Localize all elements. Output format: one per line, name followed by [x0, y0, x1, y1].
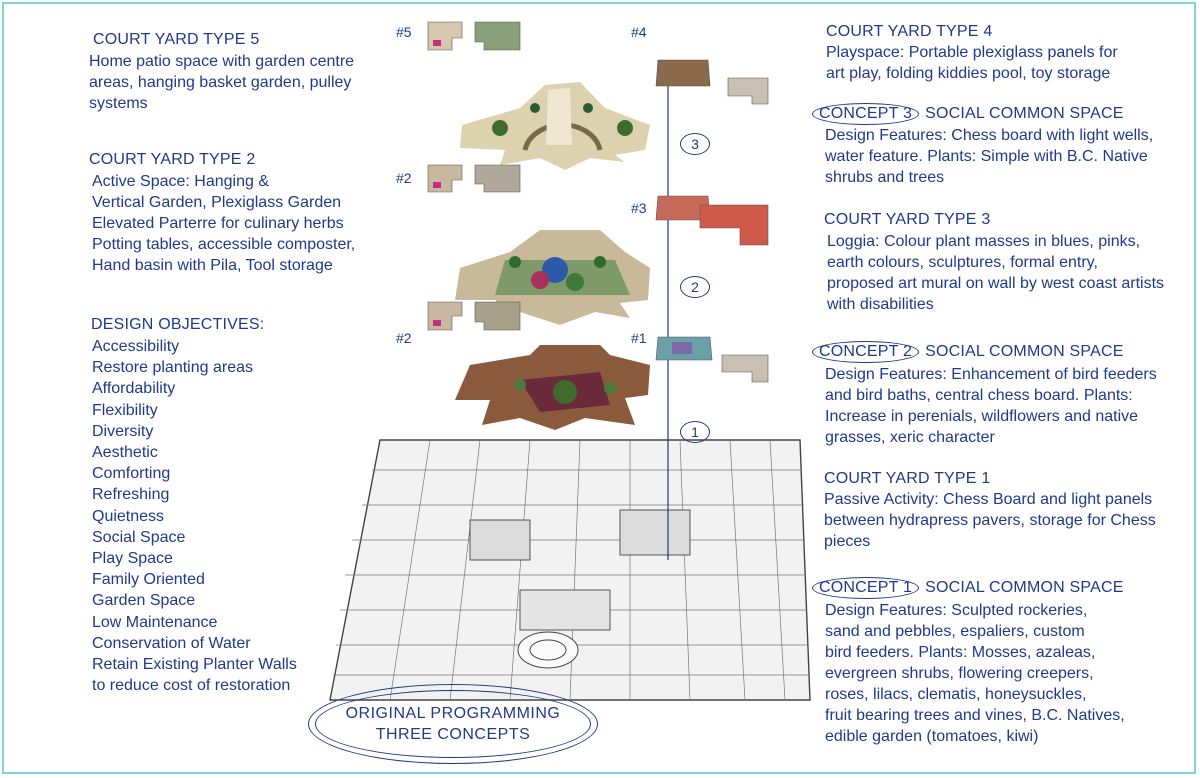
- concept-3-heading: [812, 103, 1124, 125]
- court-yard-type-3-body: Loggia: Colour plant masses in blues, pinks, earth colours, sculptures, formal entry, proposed art mural on wall by west coast artists with disabilities: [827, 233, 1165, 313]
- objective-item: to reduce cost of restoration: [92, 677, 291, 695]
- objective-item: Refreshing: [92, 486, 170, 504]
- marker-1: #1: [631, 330, 647, 346]
- design-objectives-title: DESIGN OBJECTIVES:: [91, 316, 265, 333]
- court-yard-type-2-body: Active Space: Hanging & Vertical Garden, Plexiglass Garden Elevated Parterre for culinary herbs Potting tables, accessible composter, Hand basin with Pila, Tool storage: [92, 173, 356, 274]
- concept-3-rendering: [460, 82, 650, 170]
- objective-item: Aesthetic: [92, 444, 158, 462]
- marker-2-lower: #2: [396, 330, 412, 346]
- original-programming-badge: [308, 684, 598, 764]
- level-3-badge: 3: [680, 133, 710, 155]
- objective-item: Social Space: [92, 528, 186, 546]
- objective-item: Conservation of Water: [92, 634, 251, 652]
- objective-item: Garden Space: [92, 592, 196, 610]
- objective-item: Restore planting areas: [92, 359, 253, 377]
- concept-1-body: Design Features: Sculpted rockeries, sand and pebbles, espaliers, custom bird feeders. Plants: Mosses, azaleas, evergreen shrubs, flowering creepers, roses, lilacs, clematis, honeysuckles, fruit bearing trees and vines, B.C. Natives, edible garden (tomatoes, kiwi): [825, 602, 1125, 745]
- original-floor-plan: [330, 440, 810, 700]
- court-yard-type-4-body: Playspace: Portable plexiglass panels for art play, folding kiddies pool, toy storage: [826, 44, 1118, 82]
- concept-1-title: SOCIAL COMMON SPACE: [925, 579, 1124, 596]
- objective-item: Accessibility: [92, 338, 180, 355]
- concept-1-rendering: [455, 345, 650, 430]
- concept-2-label: CONCEPT 2: [812, 341, 919, 363]
- objective-item: Retain Existing Planter Walls: [92, 656, 297, 674]
- level-1-badge: 1: [680, 421, 710, 443]
- court-yard-type-2-title: COURT YARD TYPE 2: [89, 151, 256, 168]
- bottom-line-1: ORIGINAL PROGRAMMING: [345, 705, 561, 722]
- objective-item: Affordability: [92, 380, 176, 398]
- courtyard-thumbnails: [428, 22, 768, 382]
- concept-1-heading: [812, 577, 1124, 599]
- marker-2-upper: #2: [396, 170, 412, 186]
- objective-item: Play Space: [92, 550, 173, 568]
- concept-3-label: CONCEPT 3: [812, 103, 919, 125]
- level-2-badge: 2: [680, 276, 710, 298]
- concept-3-title: SOCIAL COMMON SPACE: [925, 105, 1124, 122]
- court-yard-type-4-title: COURT YARD TYPE 4: [826, 23, 993, 40]
- court-yard-type-1-title: COURT YARD TYPE 1: [824, 470, 991, 487]
- objective-item: Family Oriented: [92, 571, 205, 589]
- court-yard-type-5-body: Home patio space with garden centre areas, hanging basket garden, pulley systems: [89, 53, 355, 112]
- bottom-line-2: THREE CONCEPTS: [375, 726, 531, 743]
- concept-3-body: Design Features: Chess board with light wells, water feature. Plants: Simple with B.C. Native shrubs and trees: [825, 127, 1154, 186]
- objective-item: Quietness: [92, 507, 165, 525]
- court-yard-type-5-title: COURT YARD TYPE 5: [93, 31, 260, 48]
- objective-item: Comforting: [92, 465, 171, 483]
- design-objectives-list: [92, 336, 297, 696]
- concept-2-body: Design Features: Enhancement of bird feeders and bird baths, central chess board. Plants: Increase in perenials, wildflowers and native grasses, xeric character: [825, 366, 1157, 446]
- marker-5: #5: [396, 24, 412, 40]
- concept-2-heading: [812, 341, 1124, 363]
- concept-2-title: SOCIAL COMMON SPACE: [925, 343, 1124, 360]
- marker-4: #4: [631, 24, 647, 40]
- marker-3: #3: [631, 200, 647, 216]
- concept-1-label: CONCEPT 1: [812, 577, 919, 599]
- objective-item: Low Maintenance: [92, 613, 218, 631]
- objective-item: Diversity: [92, 422, 154, 440]
- court-yard-type-1-body: Passive Activity: Chess Board and light panels between hydrapress pavers, storage for Chess pieces: [824, 491, 1156, 550]
- court-yard-type-3-title: COURT YARD TYPE 3: [824, 211, 991, 228]
- objective-item: Flexibility: [92, 401, 158, 419]
